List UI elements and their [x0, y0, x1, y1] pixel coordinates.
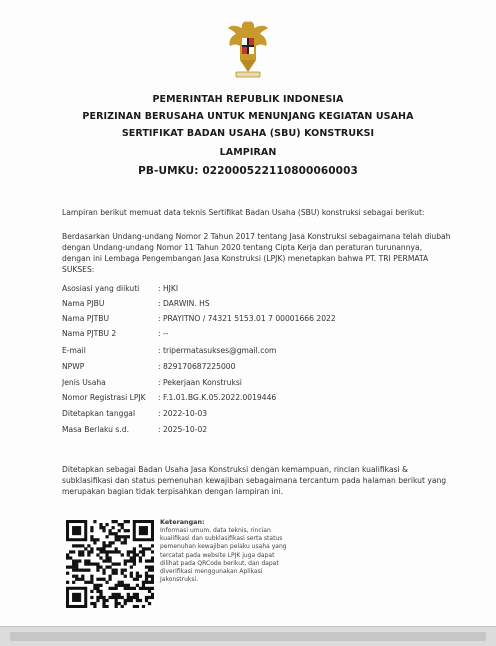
field-label-registration-number: Nomor Registrasi LPJK — [62, 393, 146, 402]
field-label-issue-date: Ditetapkan tanggal — [62, 409, 136, 418]
scrollbar-thumb[interactable] — [10, 632, 486, 641]
certificate-title: SERTIFIKAT BADAN USAHA (SBU) KONSTRUKSI — [121, 128, 375, 139]
permit-title: PERIZINAN BERUSAHA UNTUK MENUNJANG KEGIATAN USAHA — [82, 111, 414, 122]
legal-basis-paragraph: Berdasarkan Undang-undang Nomor 2 Tahun 2017 tentang Jasa Konstruksi sebagaimana telah diubah dengan Undang-undang Nomor 11 Tahun 2020 tentang Cipta Kerja dan peraturan turunannya, dengan ini Lembaga Pengembangan Jasa Konstruksi (LPJK) menetapkan bahwa PT. TRI PERMATA SUKSES: — [62, 232, 451, 274]
field-value-pjbu: : DARWIN. HS — [158, 299, 210, 308]
horizontal-scrollbar[interactable] — [0, 626, 496, 646]
field-value-business-type: : Pekerjaan Konstruksi — [158, 378, 242, 387]
field-label-npwp: NPWP — [62, 362, 85, 371]
note-title: Keterangan: — [160, 518, 205, 526]
field-label-business-type: Jenis Usaha — [62, 378, 106, 387]
field-label-email: E-mail — [62, 346, 86, 355]
field-value-pjtbu-2: : -- — [158, 329, 169, 338]
field-value-npwp: : 829170687225000 — [158, 362, 236, 371]
field-label-pjtbu-2: Nama PJTBU 2 — [62, 329, 117, 338]
closing-paragraph: Ditetapkan sebagai Badan Usaha Jasa Konstruksi dengan kemampuan, rincian kualifikasi & subklasifikasi dan status pemenuhan kewajiban sebagaimana tercantum pada halaman berikut yang merupakan bagian tidak terpisahkan dengan lampiran ini. — [62, 465, 447, 496]
garuda-emblem-icon — [226, 16, 270, 82]
qr-code-icon[interactable] — [66, 520, 154, 608]
field-label-pjbu: Nama PJBU — [62, 299, 105, 308]
field-value-pjtbu: : PRAYITNO / 74321 5153.01 7 00001666 2022 — [158, 314, 336, 323]
field-value-valid-until: : 2025-10-02 — [158, 425, 208, 434]
attachment-title: LAMPIRAN — [219, 147, 277, 158]
field-value-issue-date: : 2022-10-03 — [158, 409, 208, 418]
field-value-association: : HJKI — [158, 284, 179, 293]
field-value-registration-number: : F.1.01.BG.K.05.2022.0019446 — [158, 393, 277, 402]
field-label-valid-until: Masa Berlaku s.d. — [62, 425, 129, 434]
field-label-pjtbu: Nama PJTBU — [62, 314, 110, 323]
field-label-association: Asosiasi yang diikuti — [62, 284, 140, 293]
field-value-email: : tripermatasukses@gmail.com — [158, 346, 277, 355]
issuer-title: PEMERINTAH REPUBLIK INDONESIA — [152, 94, 344, 105]
pb-umku-number: PB-UMKU: 022000522110800060003 — [138, 165, 358, 177]
intro-text: Lampiran berikut memuat data teknis Sertifikat Badan Usaha (SBU) konstruksi sebagai berikut: — [62, 208, 425, 217]
note-text: Informasi umum, data teknis, rincian kualifikasi dan subklasifikasi serta status pemenuhan kewajiban pelaku usaha yang tercatat pada website LPJK juga dapat dilihat pada QRCode berikut, dan dapat diverifikasi menggunakan Aplikasi Jakonstruksi. — [160, 527, 287, 584]
